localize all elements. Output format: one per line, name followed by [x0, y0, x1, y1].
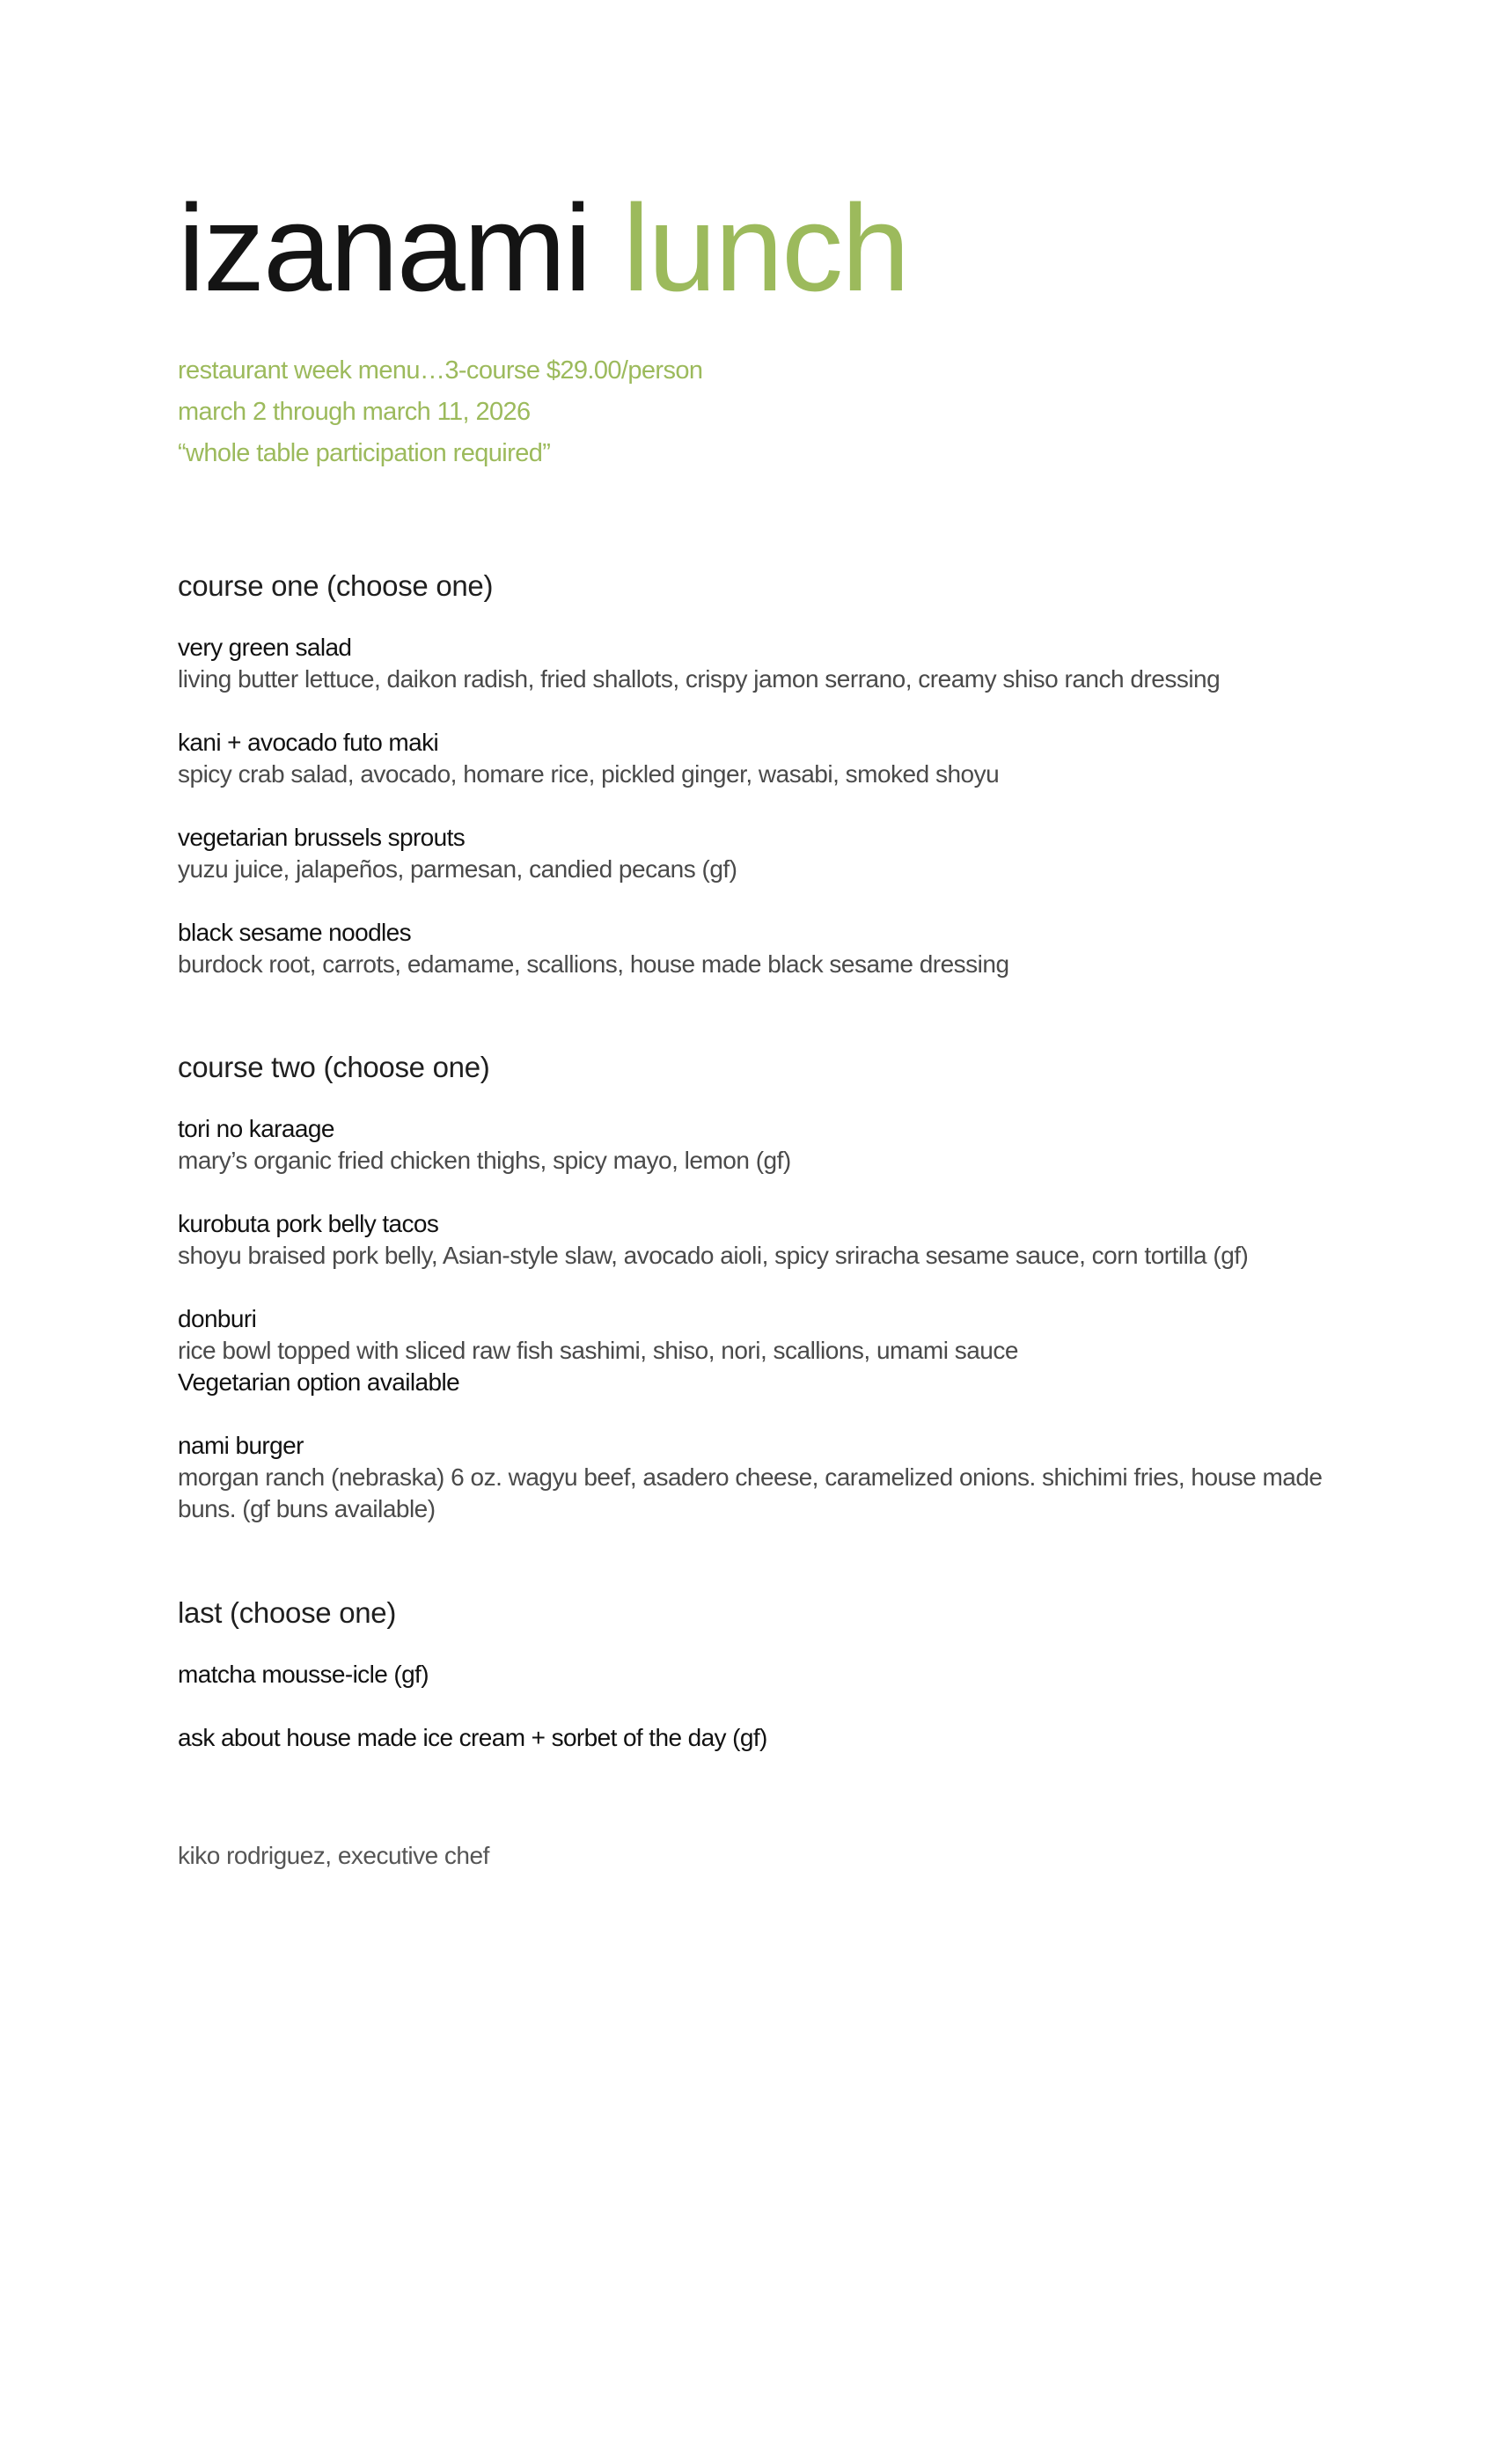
- dish-item: [178, 632, 1339, 695]
- dish-item: [178, 1430, 1339, 1525]
- dish-name: very green salad: [178, 634, 352, 661]
- dish-name: kurobuta pork belly tacos: [178, 1210, 439, 1237]
- dish-item: [178, 1303, 1339, 1398]
- dish-item: [178, 727, 1339, 790]
- dish-name: vegetarian brussels sprouts: [178, 824, 466, 851]
- dish-name: kani + avocado futo maki: [178, 729, 439, 756]
- course-heading: last (choose one): [178, 1596, 397, 1629]
- dish-description: living butter lettuce, daikon radish, fried shallots, crispy jamon serrano, creamy shiso ranch dressing: [178, 665, 1221, 693]
- dish-description: morgan ranch (nebraska) 6 oz. wagyu beef, asadero cheese, caramelized onions. shichimi fries, house made buns. (gf buns available): [178, 1463, 1323, 1522]
- dish-name: tori no karaage: [178, 1115, 334, 1142]
- course-heading: course two (choose one): [178, 1051, 490, 1083]
- dish-description: spicy crab salad, avocado, homare rice, pickled ginger, wasabi, smoked shoyu: [178, 760, 1000, 788]
- dish-description: mary’s organic fried chicken thighs, spicy mayo, lemon (gf): [178, 1147, 791, 1174]
- course-last-section: [178, 1594, 1339, 1786]
- participation-line: “whole table participation required”: [178, 439, 551, 467]
- dish-description: shoyu braised pork belly, Asian-style slaw, avocado aioli, spicy sriracha sesame sauce, corn tortilla (gf): [178, 1242, 1249, 1269]
- date-line: march 2 through march 11, 2026: [178, 398, 531, 426]
- chef-credit: kiko rodriguez, executive chef: [178, 1842, 489, 1869]
- dish-name: matcha mousse-icle (gf): [178, 1661, 429, 1688]
- course-one-section: [178, 567, 1339, 1012]
- dish-name: ask about house made ice cream + sorbet of the day (gf): [178, 1724, 767, 1751]
- dish-item: [178, 822, 1339, 885]
- dish-item: [178, 1208, 1339, 1272]
- restaurant-name: izanami: [178, 179, 590, 317]
- dish-description: burdock root, carrots, edamame, scallions, house made black sesame dressing: [178, 950, 1009, 978]
- price-line: restaurant week menu…3-course $29.00/person: [178, 356, 703, 385]
- dish-item: [178, 1722, 1339, 1754]
- menu-title: [178, 179, 909, 317]
- dish-item: [178, 917, 1339, 980]
- dish-description: rice bowl topped with sliced raw fish sashimi, shiso, nori, scallions, umami sauce: [178, 1337, 1018, 1364]
- dish-name: donburi: [178, 1305, 257, 1332]
- dish-item: [178, 1659, 1339, 1690]
- dish-item: [178, 1113, 1339, 1177]
- dish-name: black sesame noodles: [178, 919, 412, 946]
- course-two-section: [178, 1048, 1339, 1557]
- dish-description: yuzu juice, jalapeños, parmesan, candied pecans (gf): [178, 855, 737, 883]
- dish-name: nami burger: [178, 1432, 304, 1459]
- menu-intro: [178, 350, 702, 474]
- dish-note: Vegetarian option available: [178, 1368, 460, 1396]
- meal-name: lunch: [622, 179, 909, 317]
- course-heading: course one (choose one): [178, 569, 494, 602]
